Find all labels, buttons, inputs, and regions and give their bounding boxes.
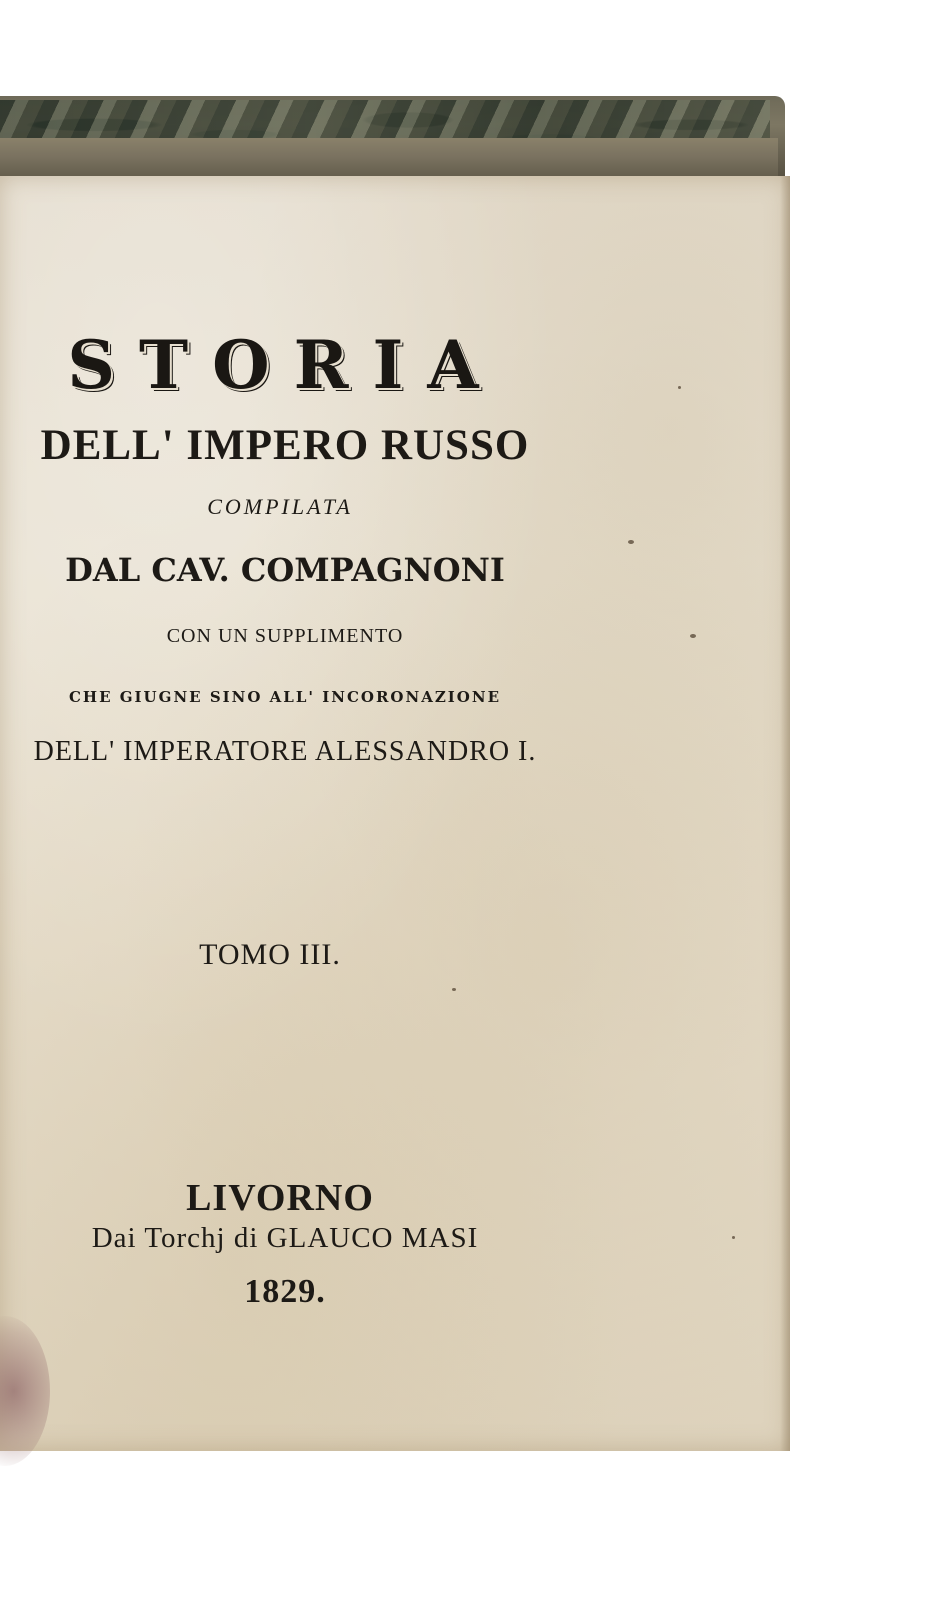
compiled-label: COMPILATA [207,494,353,519]
paper-speck [628,540,634,544]
marbled-cover [0,100,770,138]
title-storia: STORIA [67,326,503,404]
paper-speck [690,634,696,638]
paper-speck [452,988,456,991]
paper-speck [732,1236,735,1239]
imprint-printer: Dai Torchj di GLAUCO MASI [91,1222,479,1254]
title-page [0,176,790,1451]
supplement-line-2: CHE GIUGNE SINO ALL' INCORONAZIONE [68,688,502,706]
paper-speck [678,386,681,389]
page-edge-shadow [780,176,790,1451]
supplement-line-1: CON UN SUPPLIMENTO [166,625,404,647]
title-impero-russo: DELL' IMPERO RUSSO [40,422,530,469]
author-line: DAL CAV. COMPAGNONI [65,551,505,589]
volume-number: TOMO III. [199,938,341,971]
paper-stain [0,1316,50,1466]
imprint-place: LIVORNO [186,1177,374,1219]
imprint-year: 1829. [244,1273,326,1310]
supplement-line-3: DELL' IMPERATORE ALESSANDRO I. [33,736,537,767]
